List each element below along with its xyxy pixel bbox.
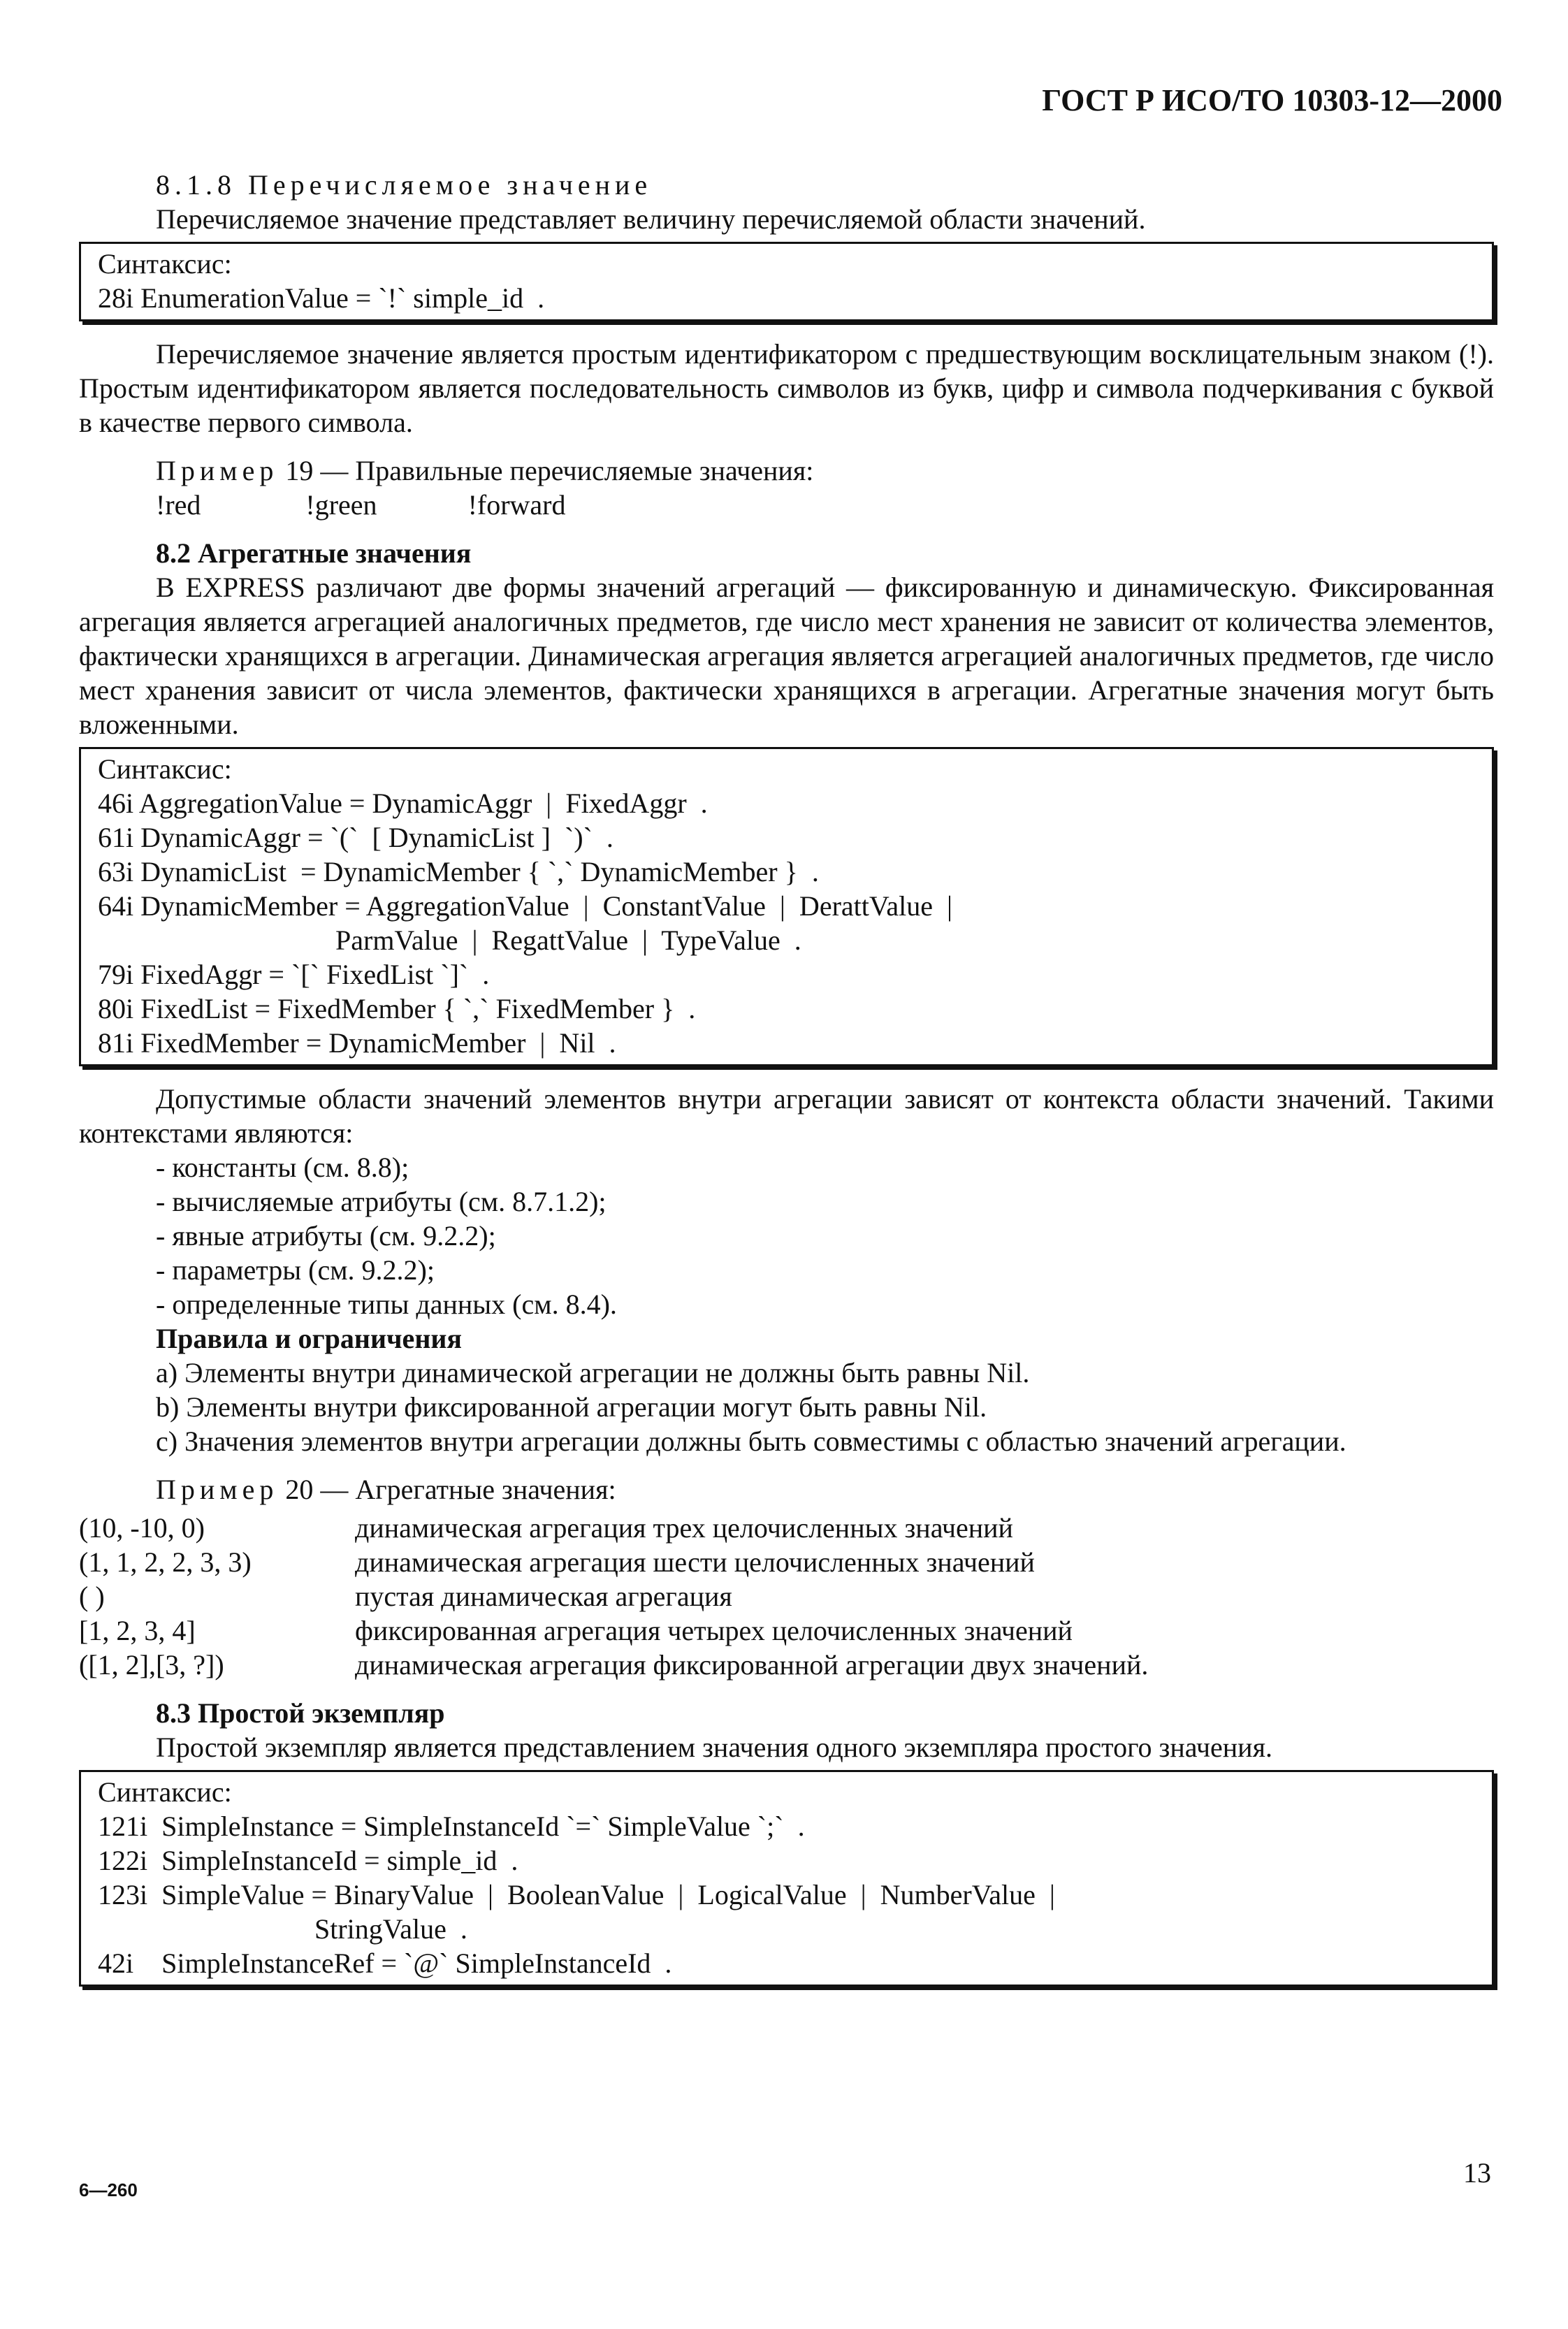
page-number: 13 [1463, 2157, 1491, 2189]
example-19-title [79, 454, 1494, 488]
section-intro-8-1-8: Перечисляемое значение представляет величину перечисляемой области значений. [156, 203, 1146, 235]
paragraph-enumeration: Перечисляемое значение является простым идентификатором с предшествующим восклицательным знаком (!). Простым идентификатором является последовательность символов из букв, цифр и символа подчеркивания с буквой в качестве первого символа. [79, 338, 1494, 438]
rules-list [79, 1356, 1494, 1458]
example-label: Пример [156, 455, 279, 486]
syntax-box-simple-instance [79, 1770, 1494, 1987]
list-item: - определенные типы данных (см. 8.4). [156, 1289, 617, 1320]
section-heading-8-3: 8.3 Простой экземпляр [156, 1697, 445, 1729]
example-value: !red [156, 489, 201, 521]
table-row [79, 1648, 1494, 1682]
syntax-line: 81i FixedMember = DynamicMember | Nil . [98, 1027, 616, 1059]
example-description: динамическая агрегация шести целочисленных значений [355, 1546, 1035, 1578]
example-value: [1, 2, 3, 4] [79, 1615, 196, 1646]
syntax-line: 123i SimpleValue = BinaryValue | BooleanValue | LogicalValue | NumberValue | [98, 1879, 1055, 1910]
syntax-label: Синтаксис: [98, 753, 232, 785]
rules-heading: Правила и ограничения [156, 1323, 463, 1354]
list-item: - вычисляемые атрибуты (см. 8.7.1.2); [156, 1186, 607, 1217]
list-item: - параметры (см. 9.2.2); [156, 1254, 435, 1286]
syntax-box-enumeration [79, 242, 1494, 321]
syntax-line: StringValue . [98, 1913, 467, 1945]
table-row [79, 1545, 1494, 1579]
example-value: ( ) [79, 1581, 105, 1612]
paragraph-aggregates: В EXPRESS различают две формы значений агрегаций — фиксированную и динамическую. Фиксированная агрегация является агрегацией аналогичных предметов, где число мест хранения не зависит от количества элементов, фактически хранящихся в агрегации. Динамическая агрегация является агрегацией аналогичных предметов, где число мест хранения зависит от числа элементов, фактически хранящихся в агрегации. Агрегатные значения могут быть вложенными. [79, 572, 1494, 740]
print-sheet-mark: 6—260 [79, 2179, 138, 2200]
paragraph-contexts: Допустимые области значений элементов внутри агрегации зависят от контекста области значений. Такими контекстами являются: [79, 1083, 1494, 1149]
syntax-line: 42i SimpleInstanceRef = `@` SimpleInstanceId . [98, 1947, 672, 1979]
example-value: ([1, 2],[3, ?]) [79, 1649, 224, 1681]
table-row [79, 1613, 1494, 1648]
example-value: (1, 1, 2, 2, 3, 3) [79, 1546, 252, 1578]
rule-item: b) Элементы внутри фиксированной агрегации могут быть равны Nil. [156, 1391, 987, 1423]
syntax-line: 61i DynamicAggr = `(` [ DynamicList ] `)` . [98, 822, 614, 853]
syntax-line: 28i EnumerationValue = `!` simple_id . [98, 282, 545, 314]
example-value: !green [305, 489, 377, 521]
syntax-box-aggregation [79, 747, 1494, 1066]
example-value: !forward [467, 489, 566, 521]
syntax-label: Синтаксис: [98, 248, 232, 280]
page-content [79, 168, 1494, 2002]
syntax-line: 64i DynamicMember = AggregationValue | ConstantValue | DerattValue | [98, 890, 952, 922]
example-description: динамическая агрегация фиксированной агрегации двух значений. [355, 1649, 1149, 1681]
example-title-text: 19 — Правильные перечисляемые значения: [278, 455, 814, 486]
example-value: (10, -10, 0) [79, 1512, 205, 1544]
example-description: динамическая агрегация трех целочисленных значений [355, 1512, 1013, 1544]
example-19-values [79, 488, 1494, 522]
syntax-line: 79i FixedAggr = `[` FixedList `]` . [98, 959, 490, 990]
rule-item: a) Элементы внутри динамической агрегации не должны быть равны Nil. [156, 1357, 1030, 1388]
table-row [79, 1511, 1494, 1545]
example-description: фиксированная агрегация четырех целочисленных значений [355, 1615, 1073, 1646]
rule-item: c) Значения элементов внутри агрегации должны быть совместимы с областью значений агрегации. [156, 1425, 1346, 1457]
section-heading-8-2: 8.2 Агрегатные значения [156, 537, 472, 569]
paragraph-simple-instance: Простой экземпляр является представлением значения одного экземпляра простого значения. [156, 1732, 1272, 1763]
syntax-line: 122i SimpleInstanceId = simple_id . [98, 1845, 518, 1876]
syntax-label: Синтаксис: [98, 1776, 232, 1808]
table-row [79, 1579, 1494, 1613]
syntax-line: 121i SimpleInstance = SimpleInstanceId `=` SimpleValue `;` . [98, 1811, 805, 1842]
syntax-line: 46i AggregationValue = DynamicAggr | FixedAggr . [98, 788, 708, 819]
example-description: пустая динамическая агрегация [355, 1581, 732, 1612]
standard-code-header: ГОСТ Р ИСО/ТО 10303-12—2000 [1042, 83, 1502, 117]
example-title-text: 20 — Агрегатные значения: [278, 1474, 616, 1505]
section-heading-8-1-8: 8.1.8 Перечисляемое значение [156, 169, 653, 201]
example-label: Пример [156, 1474, 279, 1505]
list-item: - явные атрибуты (см. 9.2.2); [156, 1220, 496, 1251]
contexts-list [79, 1150, 1494, 1321]
syntax-line: ParmValue | RegattValue | TypeValue . [98, 924, 801, 956]
example-20-title [79, 1472, 1494, 1507]
syntax-line: 80i FixedList = FixedMember { `,` FixedMember } . [98, 993, 696, 1024]
syntax-line: 63i DynamicList = DynamicMember { `,` DynamicMember } . [98, 856, 819, 887]
list-item: - константы (см. 8.8); [156, 1152, 409, 1183]
example-20-table [79, 1511, 1494, 1682]
